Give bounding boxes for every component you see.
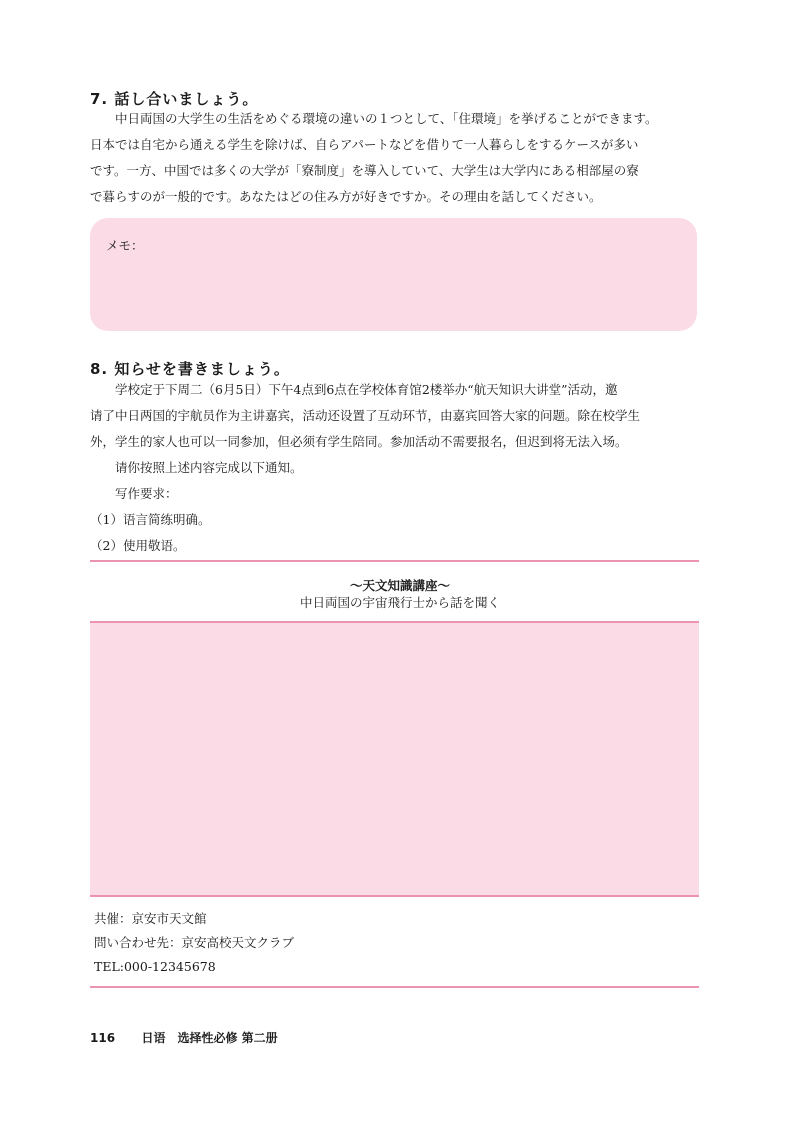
page-number: 116: [90, 1031, 116, 1045]
notice-writing-area[interactable]: [90, 623, 699, 895]
notice-footer: [94, 907, 494, 979]
notice-phone: TEL:000-12345678: [94, 959, 216, 974]
section-8-line: 学校定于下周二（6月5日）下午4点到6点在学校体育馆2楼举办“航天知识大讲堂”活动，邀: [115, 382, 618, 397]
section-7-line: で暮らすのが一般的です。あなたはどの住み方が好きですか。その理由を話してください。: [90, 189, 602, 204]
memo-label: メモ：: [106, 238, 144, 253]
book-title: 日语 选择性必修 第二册: [141, 1031, 278, 1045]
section-8-body: [90, 377, 710, 559]
notice-title: ～天文知識講座～: [349, 578, 450, 593]
section-7-body: [90, 106, 710, 210]
instruction-text: 请你按照上述内容完成以下通知。: [115, 460, 303, 475]
notice-contact: 問い合わせ先：京安高校天文クラブ: [94, 935, 295, 950]
notice-top-divider: [90, 560, 699, 562]
section-8-line: 外，学生的家人也可以一同参加，但必须有学生陪同。参加活动不需要报名，但迟到将无法入场。: [90, 434, 628, 449]
memo-box[interactable]: [90, 218, 697, 331]
notice-body-divider: [90, 895, 699, 897]
section-7-line: 日本では自宅から通える学生を除けば、自らアパートなどを借りて一人暮らしをするケースが多い: [90, 137, 639, 152]
section-8-heading: 8. 知らせを書きましょう。: [90, 360, 290, 378]
page-footer: [90, 1029, 278, 1046]
notice-subtitle: 中日両国の宇宙飛行士から話を聞く: [299, 595, 500, 610]
notice-bottom-divider: [90, 986, 699, 988]
requirement-item: （2）使用敬语。: [90, 538, 186, 553]
section-7-heading: 7. 話し合いましょう。: [90, 90, 259, 108]
requirement-item: （1）语言简练明确。: [90, 512, 211, 527]
section-7-line: 中日両国の大学生の生活をめぐる環境の違いの１つとして、「住環境」を挙げることができます。: [115, 111, 658, 126]
notice-cohost: 共催：京安市天文館: [94, 911, 207, 926]
section-7-line: です。一方、中国では多くの大学が「寮制度」を導入していて、大学生は大学内にある相部屋の寮: [90, 163, 639, 178]
requirements-title: 写作要求：: [115, 486, 178, 501]
section-8-line: 请了中日两国的宇航员作为主讲嘉宾，活动还设置了互动环节，由嘉宾回答大家的问题。除在校学生: [90, 408, 641, 423]
